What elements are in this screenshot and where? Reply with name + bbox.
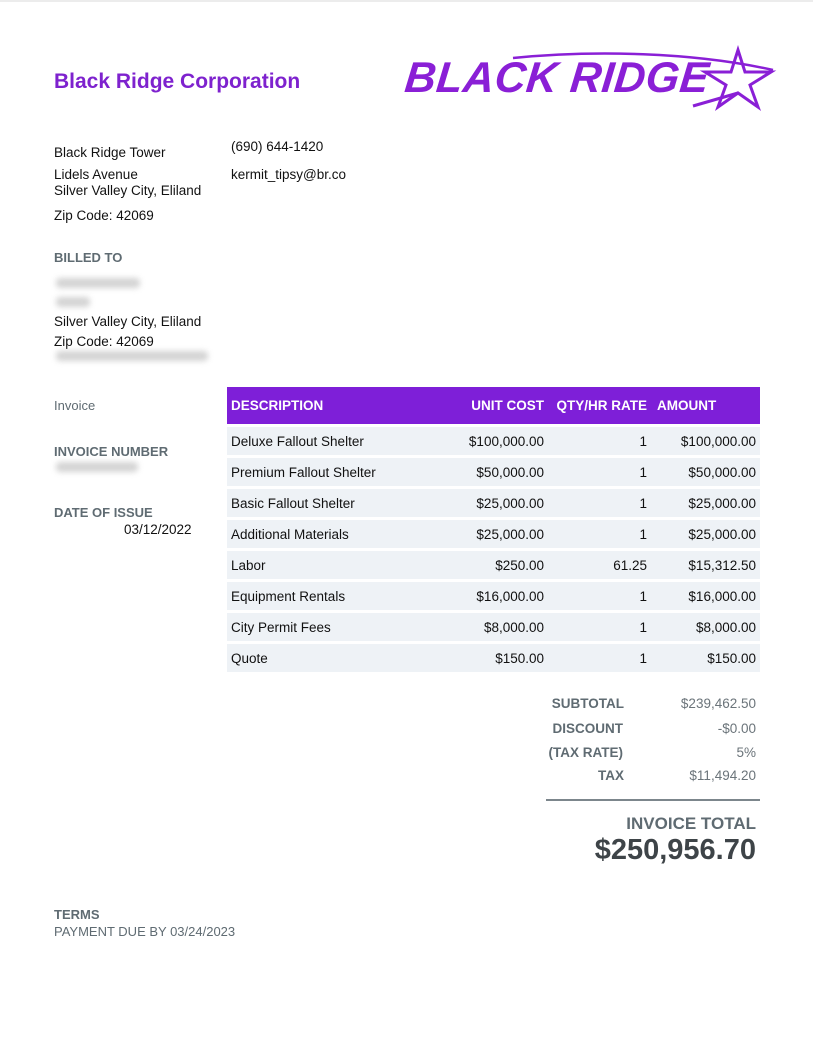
cell-description: Labor xyxy=(227,551,445,579)
cell-unit-cost: $50,000.00 xyxy=(445,458,548,486)
header-unit-cost: UNIT COST xyxy=(445,387,548,424)
address-line1: Black Ridge Tower xyxy=(54,145,166,160)
cell-amount: $16,000.00 xyxy=(651,582,760,610)
cell-amount: $50,000.00 xyxy=(651,458,760,486)
cell-amount: $8,000.00 xyxy=(651,613,760,641)
table-row xyxy=(227,644,760,672)
redacted-client-phone xyxy=(56,351,208,361)
email-address: kermit_tipsy@br.co xyxy=(231,167,346,182)
cell-qty: 1 xyxy=(548,458,651,486)
invoice-label: Invoice xyxy=(54,398,96,413)
redacted-client-contact xyxy=(56,297,90,307)
redacted-invoice-number xyxy=(56,462,138,472)
cell-description: Premium Fallout Shelter xyxy=(227,458,445,486)
cell-qty: 61.25 xyxy=(548,551,651,579)
phone-number: (690) 644-1420 xyxy=(231,139,324,154)
header-amount: AMOUNT xyxy=(651,387,760,424)
cell-qty: 1 xyxy=(548,489,651,517)
invoice-number-label: INVOICE NUMBER xyxy=(54,444,169,459)
invoice-total-label: INVOICE TOTAL xyxy=(626,814,756,833)
table-row xyxy=(227,427,760,455)
cell-amount: $150.00 xyxy=(651,644,760,672)
cell-amount: $25,000.00 xyxy=(651,520,760,548)
address-zip: Zip Code: 42069 xyxy=(54,208,154,223)
line-items-table xyxy=(227,384,760,675)
tax-rate-label: (TAX RATE) xyxy=(548,745,623,760)
cell-qty: 1 xyxy=(548,520,651,548)
cell-unit-cost: $16,000.00 xyxy=(445,582,548,610)
cell-amount: $15,312.50 xyxy=(651,551,760,579)
billed-zip: Zip Code: 42069 xyxy=(54,334,154,349)
header-description: DESCRIPTION xyxy=(227,387,445,424)
cell-unit-cost: $8,000.00 xyxy=(445,613,548,641)
terms-text: PAYMENT DUE BY 03/24/2023 xyxy=(54,924,236,939)
terms-label: TERMS xyxy=(54,907,100,922)
cell-unit-cost: $25,000.00 xyxy=(445,520,548,548)
cell-description: Basic Fallout Shelter xyxy=(227,489,445,517)
address-line2: Lidels Avenue xyxy=(54,167,138,182)
address-line3: Silver Valley City, Eliland xyxy=(54,183,202,198)
top-border xyxy=(0,0,813,2)
tax-rate-value: 5% xyxy=(736,745,756,760)
cell-qty: 1 xyxy=(548,427,651,455)
cell-description: City Permit Fees xyxy=(227,613,445,641)
table-row xyxy=(227,520,760,548)
table-row xyxy=(227,458,760,486)
cell-amount: $25,000.00 xyxy=(651,489,760,517)
table-row xyxy=(227,551,760,579)
cell-description: Equipment Rentals xyxy=(227,582,445,610)
billed-to-heading: BILLED TO xyxy=(54,250,123,265)
company-logo xyxy=(403,44,783,114)
table-row xyxy=(227,489,760,517)
table-header-row xyxy=(227,387,760,424)
date-of-issue: 03/12/2022 xyxy=(124,522,192,537)
table-row xyxy=(227,613,760,641)
tax-value: $11,494.20 xyxy=(689,768,756,783)
company-name: Black Ridge Corporation xyxy=(54,70,301,93)
cell-unit-cost: $250.00 xyxy=(445,551,548,579)
discount-value: -$0.00 xyxy=(717,721,756,736)
cell-qty: 1 xyxy=(548,582,651,610)
cell-unit-cost: $150.00 xyxy=(445,644,548,672)
cell-description: Additional Materials xyxy=(227,520,445,548)
logo-text: BLACK RIDGE xyxy=(402,54,712,102)
invoice-total-value: $250,956.70 xyxy=(594,834,756,866)
subtotal-label: SUBTOTAL xyxy=(551,696,624,711)
cell-amount: $100,000.00 xyxy=(651,427,760,455)
table-row xyxy=(227,582,760,610)
redacted-client-name xyxy=(56,278,140,288)
cell-qty: 1 xyxy=(548,613,651,641)
tax-label: TAX xyxy=(598,768,624,783)
total-divider xyxy=(546,799,760,801)
cell-qty: 1 xyxy=(548,644,651,672)
cell-unit-cost: $100,000.00 xyxy=(445,427,548,455)
discount-label: DISCOUNT xyxy=(552,721,623,736)
subtotal-value: $239,462.50 xyxy=(680,696,756,711)
header-qty: QTY/HR RATE xyxy=(548,387,651,424)
cell-unit-cost: $25,000.00 xyxy=(445,489,548,517)
cell-description: Deluxe Fallout Shelter xyxy=(227,427,445,455)
billed-city: Silver Valley City, Eliland xyxy=(54,314,202,329)
cell-description: Quote xyxy=(227,644,445,672)
date-of-issue-label: DATE OF ISSUE xyxy=(54,505,153,520)
